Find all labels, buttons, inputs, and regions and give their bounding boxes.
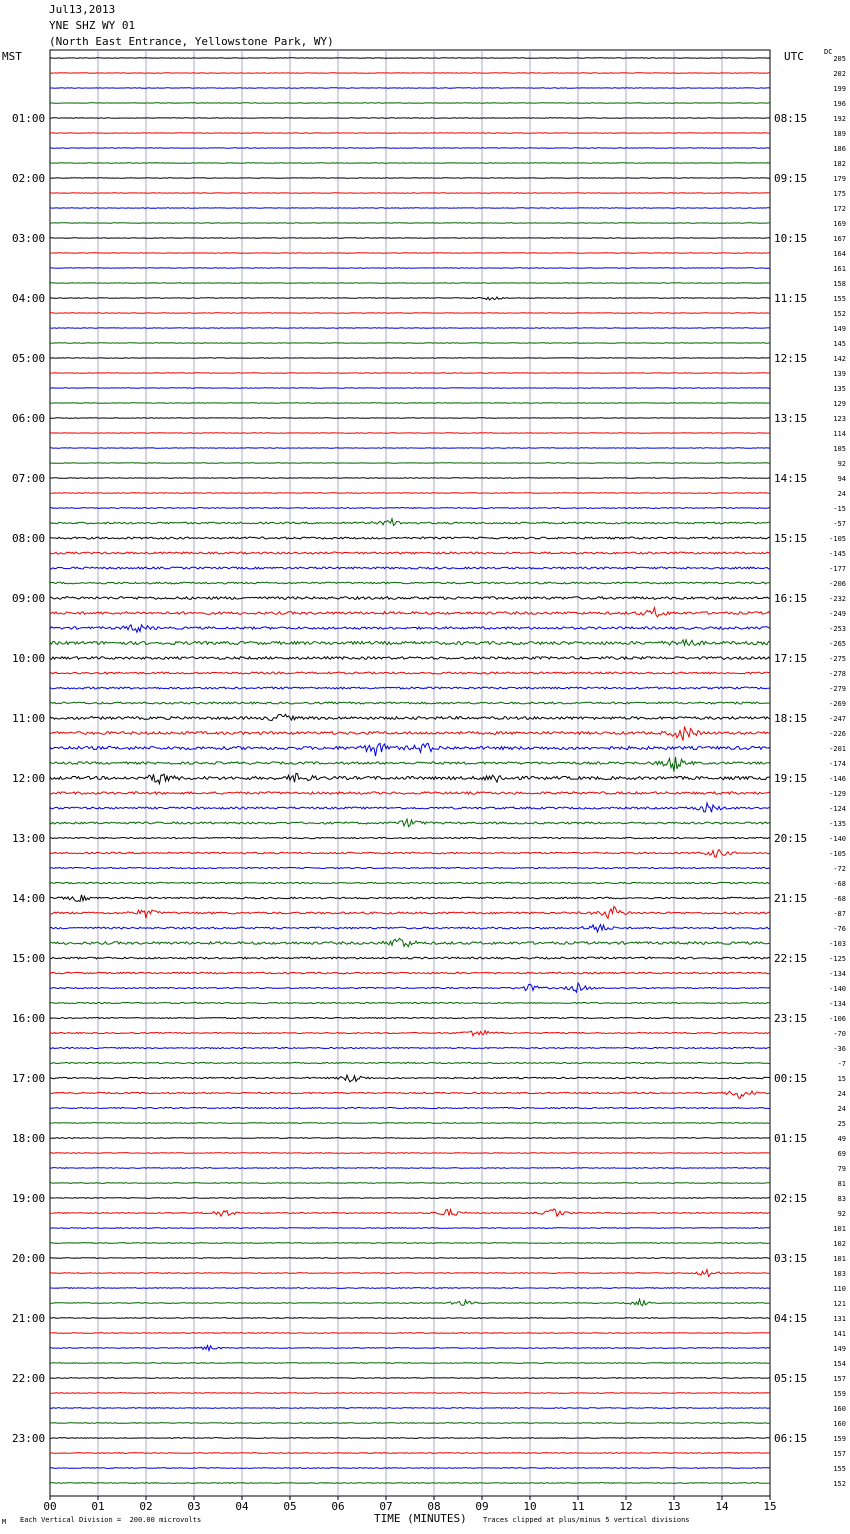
x-axis-title: TIME (MINUTES) <box>374 1512 467 1525</box>
dc-offset-label: -70 <box>833 1030 846 1038</box>
trace-line <box>50 1453 770 1454</box>
dc-offset-label: -232 <box>829 595 846 603</box>
mst-hour-label: 16:00 <box>12 1012 46 1025</box>
trace-line <box>50 1075 770 1082</box>
dc-offset-label: 25 <box>837 1120 846 1128</box>
utc-axis-label: UTC <box>784 50 804 63</box>
dc-offset-label: -103 <box>829 940 846 948</box>
header-date: Jul13,2013 <box>49 3 116 16</box>
dc-offset-label: 92 <box>837 1210 846 1218</box>
dc-offset-label: 142 <box>833 355 846 363</box>
utc-hour-label: 16:15 <box>774 592 808 605</box>
dc-offset-label: 24 <box>837 490 846 498</box>
trace-line <box>50 773 770 783</box>
dc-offset-label: -105 <box>829 850 846 858</box>
trace-line <box>50 1318 770 1319</box>
mst-hour-label: 08:00 <box>12 532 46 545</box>
mst-hour-label: 07:00 <box>12 472 46 485</box>
seismic-traces <box>50 58 770 1484</box>
trace-line <box>50 907 770 919</box>
dc-offset-label: -265 <box>829 640 846 648</box>
trace-line <box>50 727 770 741</box>
dc-offset-label: 167 <box>833 235 846 243</box>
dc-offset-label: 149 <box>833 1345 846 1353</box>
dc-offset-label: -279 <box>829 685 846 693</box>
dc-offset-label: 81 <box>837 1180 846 1188</box>
trace-line <box>50 657 770 660</box>
dc-offset-label: -134 <box>829 970 846 978</box>
dc-offset-label: 159 <box>833 1390 846 1398</box>
trace-line <box>50 1183 770 1184</box>
mst-hour-label: 22:00 <box>12 1372 46 1385</box>
trace-line <box>50 537 770 539</box>
trace-line <box>50 1299 770 1306</box>
trace-line <box>50 687 770 689</box>
mst-hour-label: 02:00 <box>12 172 46 185</box>
utc-hour-labels <box>774 112 807 1445</box>
trace-line <box>50 1198 770 1199</box>
trace-line <box>50 1047 770 1048</box>
dc-offset-label: 94 <box>837 475 846 483</box>
trace-line <box>50 519 770 526</box>
trace-line <box>50 1258 770 1259</box>
trace-line <box>50 850 770 858</box>
trace-line <box>50 508 770 509</box>
trace-line <box>50 1393 770 1394</box>
trace-line <box>50 582 770 584</box>
trace-line <box>50 714 770 720</box>
trace-line <box>50 1153 770 1154</box>
mst-hour-label: 05:00 <box>12 352 46 365</box>
dc-offset-label: 139 <box>833 370 846 378</box>
utc-hour-label: 05:15 <box>774 1372 808 1385</box>
dc-offset-label: 164 <box>833 250 846 258</box>
dc-offset-label: 105 <box>833 445 846 453</box>
dc-offset-label: 152 <box>833 1480 846 1488</box>
dc-offset-label: 160 <box>833 1405 846 1413</box>
dc-offset-label: 49 <box>837 1135 846 1143</box>
dc-offset-label: 131 <box>833 1315 846 1323</box>
x-tick-label: 10 <box>523 1500 537 1513</box>
dc-offset-label: 175 <box>833 190 846 198</box>
trace-line <box>50 837 770 838</box>
trace-line <box>50 938 770 946</box>
dc-offset-label: 114 <box>833 430 846 438</box>
dc-offset-label: -201 <box>829 745 846 753</box>
dc-offset-label: 129 <box>833 400 846 408</box>
mst-hour-label: 15:00 <box>12 952 46 965</box>
trace-line <box>50 1468 770 1469</box>
utc-hour-label: 20:15 <box>774 832 808 845</box>
dc-offset-label: 155 <box>833 295 846 303</box>
dc-offset-label: -76 <box>833 925 846 933</box>
x-tick-label: 03 <box>187 1500 201 1513</box>
x-tick-label: 06 <box>331 1500 345 1513</box>
trace-line <box>50 957 770 959</box>
dc-offset-label: -278 <box>829 670 846 678</box>
mst-hour-label: 06:00 <box>12 412 46 425</box>
trace-line <box>50 672 770 674</box>
trace-line <box>50 1288 770 1289</box>
dc-offset-label: 123 <box>833 415 846 423</box>
dc-offset-label: 179 <box>833 175 846 183</box>
x-tick-labels <box>43 1496 776 1513</box>
dc-offset-label: 161 <box>833 265 846 273</box>
trace-line <box>50 1270 770 1277</box>
dc-offset-label: 189 <box>833 130 846 138</box>
utc-hour-label: 17:15 <box>774 652 808 665</box>
trace-line <box>50 702 770 704</box>
utc-hour-label: 23:15 <box>774 1012 808 1025</box>
dc-offset-label: 157 <box>833 1375 846 1383</box>
trace-line <box>50 1123 770 1124</box>
dc-offset-label: 24 <box>837 1090 846 1098</box>
mst-hour-label: 04:00 <box>12 292 46 305</box>
dc-offset-label: 101 <box>833 1225 846 1233</box>
trace-line <box>50 567 770 569</box>
dc-offset-label: -57 <box>833 520 846 528</box>
dc-offset-label: 79 <box>837 1165 846 1173</box>
utc-hour-label: 02:15 <box>774 1192 808 1205</box>
x-tick-label: 04 <box>235 1500 249 1513</box>
trace-line <box>50 1408 770 1409</box>
mst-hour-label: 17:00 <box>12 1072 46 1085</box>
mst-hour-label: 18:00 <box>12 1132 46 1145</box>
utc-hour-label: 11:15 <box>774 292 808 305</box>
dc-offset-label: -7 <box>837 1060 846 1068</box>
dc-offset-label: -269 <box>829 700 846 708</box>
trace-line <box>50 925 770 932</box>
trace-line <box>50 1091 770 1098</box>
scale-note: Each Vertical Division = 200.00 microvolts <box>20 1516 202 1524</box>
utc-hour-label: 15:15 <box>774 532 808 545</box>
dc-offset-label: -145 <box>829 550 846 558</box>
dc-offset-label: -72 <box>833 865 846 873</box>
trace-line <box>50 867 770 868</box>
dc-offset-label: -134 <box>829 1000 846 1008</box>
dc-offset-label: -124 <box>829 805 846 813</box>
utc-hour-label: 08:15 <box>774 112 808 125</box>
dc-offset-label: -146 <box>829 775 846 783</box>
dc-offset-label: 152 <box>833 310 846 318</box>
trace-line <box>50 1168 770 1169</box>
mst-hour-label: 19:00 <box>12 1192 46 1205</box>
trace-line <box>50 1002 770 1003</box>
x-tick-label: 05 <box>283 1500 297 1513</box>
dc-offset-label: -105 <box>829 535 846 543</box>
dc-offset-label: 69 <box>837 1150 846 1158</box>
trace-line <box>50 895 770 902</box>
dc-offset-label: 83 <box>837 1195 846 1203</box>
x-tick-label: 00 <box>43 1500 57 1513</box>
trace-line <box>50 882 770 883</box>
dc-offset-label: 186 <box>833 145 846 153</box>
dc-offset-label: 160 <box>833 1420 846 1428</box>
dc-offset-label: -135 <box>829 820 846 828</box>
mst-axis-label: MST <box>2 50 22 63</box>
trace-line <box>50 493 770 494</box>
utc-hour-label: 19:15 <box>774 772 808 785</box>
dc-offset-label: 157 <box>833 1450 846 1458</box>
dc-offset-label: -140 <box>829 835 846 843</box>
dc-offset-label: -253 <box>829 625 846 633</box>
trace-line <box>50 640 770 646</box>
trace-line <box>50 1138 770 1139</box>
utc-hour-label: 14:15 <box>774 472 808 485</box>
trace-line <box>50 625 770 633</box>
dc-offset-label: 182 <box>833 160 846 168</box>
utc-hour-label: 13:15 <box>774 412 808 425</box>
x-tick-label: 09 <box>475 1500 489 1513</box>
clip-note: Traces clipped at plus/minus 5 vertical divisions <box>483 1516 690 1524</box>
trace-line <box>50 819 770 826</box>
utc-hour-label: 04:15 <box>774 1312 808 1325</box>
dc-offset-label: 154 <box>833 1360 846 1368</box>
x-tick-label: 01 <box>91 1500 105 1513</box>
dc-offset-label: -68 <box>833 895 846 903</box>
dc-offset-label: 159 <box>833 1435 846 1443</box>
dc-offset-label: -226 <box>829 730 846 738</box>
dc-offset-label: 102 <box>833 1240 846 1248</box>
trace-line <box>50 1423 770 1424</box>
utc-hour-label: 03:15 <box>774 1252 808 1265</box>
utc-hour-label: 01:15 <box>774 1132 808 1145</box>
dc-offset-label: -125 <box>829 955 846 963</box>
plot-frame <box>50 50 770 1496</box>
x-tick-label: 13 <box>667 1500 681 1513</box>
utc-hour-label: 21:15 <box>774 892 808 905</box>
dc-offset-label: -36 <box>833 1045 846 1053</box>
trace-line <box>50 1209 770 1216</box>
plot-grid <box>50 50 770 1496</box>
dc-offset-label: 155 <box>833 1465 846 1473</box>
dc-offset-label: 202 <box>833 70 846 78</box>
trace-line <box>50 983 770 992</box>
trace-line <box>50 757 770 772</box>
dc-offset-label: -275 <box>829 655 846 663</box>
dc-offset-label: 24 <box>837 1105 846 1113</box>
x-tick-label: 11 <box>571 1500 585 1513</box>
dc-offset-label: -106 <box>829 1015 846 1023</box>
dc-offset-label: -247 <box>829 715 846 723</box>
header-location: (North East Entrance, Yellowstone Park, WY) <box>49 35 334 48</box>
dc-offset-label: 169 <box>833 220 846 228</box>
mst-hour-label: 20:00 <box>12 1252 46 1265</box>
utc-hour-label: 09:15 <box>774 172 808 185</box>
dc-offset-label: -129 <box>829 790 846 798</box>
mst-hour-label: 23:00 <box>12 1432 46 1445</box>
dc-offset-label: 205 <box>833 55 846 63</box>
trace-line <box>50 803 770 812</box>
dc-offset-label: 172 <box>833 205 846 213</box>
dc-offset-label: -206 <box>829 580 846 588</box>
dc-offset-label: 121 <box>833 1300 846 1308</box>
dc-offset-label: 110 <box>833 1285 846 1293</box>
dc-offset-label: -68 <box>833 880 846 888</box>
dc-offset-label: -140 <box>829 985 846 993</box>
mst-hour-label: 11:00 <box>12 712 46 725</box>
trace-line <box>50 478 770 479</box>
trace-line <box>50 1228 770 1229</box>
dc-offset-label: -87 <box>833 910 846 918</box>
trace-line <box>50 1346 770 1351</box>
dc-label: DC <box>824 48 833 56</box>
dc-offset-label: 101 <box>833 1255 846 1263</box>
utc-hour-label: 10:15 <box>774 232 808 245</box>
trace-line <box>50 1438 770 1439</box>
trace-line <box>50 743 770 756</box>
dc-offset-label: -177 <box>829 565 846 573</box>
dc-offset-label: 15 <box>837 1075 846 1083</box>
mst-hour-label: 03:00 <box>12 232 46 245</box>
header-station: YNE SHZ WY 01 <box>49 19 136 32</box>
trace-line <box>50 1107 770 1108</box>
utc-hour-label: 12:15 <box>774 352 808 365</box>
mst-hour-label: 10:00 <box>12 652 46 665</box>
mst-hour-label: 13:00 <box>12 832 46 845</box>
trace-line <box>50 1062 770 1063</box>
dc-offset-label: 103 <box>833 1270 846 1278</box>
dc-offset-label: 145 <box>833 340 846 348</box>
mst-hour-label: 09:00 <box>12 592 46 605</box>
trace-line <box>50 297 770 300</box>
utc-hour-label: 18:15 <box>774 712 808 725</box>
trace-line <box>50 1378 770 1379</box>
x-tick-label: 15 <box>763 1500 777 1513</box>
dc-offset-label: 135 <box>833 385 846 393</box>
x-tick-label: 08 <box>427 1500 441 1513</box>
x-tick-label: 07 <box>379 1500 393 1513</box>
dc-offset-label: 158 <box>833 280 846 288</box>
dc-offset-label: 149 <box>833 325 846 333</box>
dc-offset-label: -174 <box>829 760 846 768</box>
dc-offset-label: 192 <box>833 115 846 123</box>
mst-hour-labels <box>12 112 45 1445</box>
dc-offset-label: 196 <box>833 100 846 108</box>
utc-hour-label: 00:15 <box>774 1072 808 1085</box>
trace-line <box>50 608 770 617</box>
trace-line <box>50 552 770 554</box>
mst-hour-label: 12:00 <box>12 772 46 785</box>
trace-line <box>50 597 770 600</box>
trace-line <box>50 1031 770 1036</box>
x-tick-label: 14 <box>715 1500 729 1513</box>
dc-offset-label: -15 <box>833 505 846 513</box>
dc-offset-label: 141 <box>833 1330 846 1338</box>
trace-line <box>50 1483 770 1484</box>
mst-hour-label: 01:00 <box>12 112 46 125</box>
trace-line <box>50 1017 770 1018</box>
dc-offset-labels <box>829 55 846 1488</box>
trace-line <box>50 972 770 974</box>
x-tick-label: 12 <box>619 1500 633 1513</box>
trace-line <box>50 1243 770 1244</box>
dc-offset-label: 199 <box>833 85 846 93</box>
mst-hour-label: 21:00 <box>12 1312 46 1325</box>
trace-line <box>50 792 770 794</box>
corner-mark: M <box>2 1518 7 1526</box>
utc-hour-label: 22:15 <box>774 952 808 965</box>
dc-offset-label: 92 <box>837 460 846 468</box>
trace-line <box>50 1333 770 1334</box>
trace-line <box>50 1363 770 1364</box>
mst-hour-label: 14:00 <box>12 892 46 905</box>
utc-hour-label: 06:15 <box>774 1432 808 1445</box>
dc-offset-label: -249 <box>829 610 846 618</box>
x-tick-label: 02 <box>139 1500 153 1513</box>
